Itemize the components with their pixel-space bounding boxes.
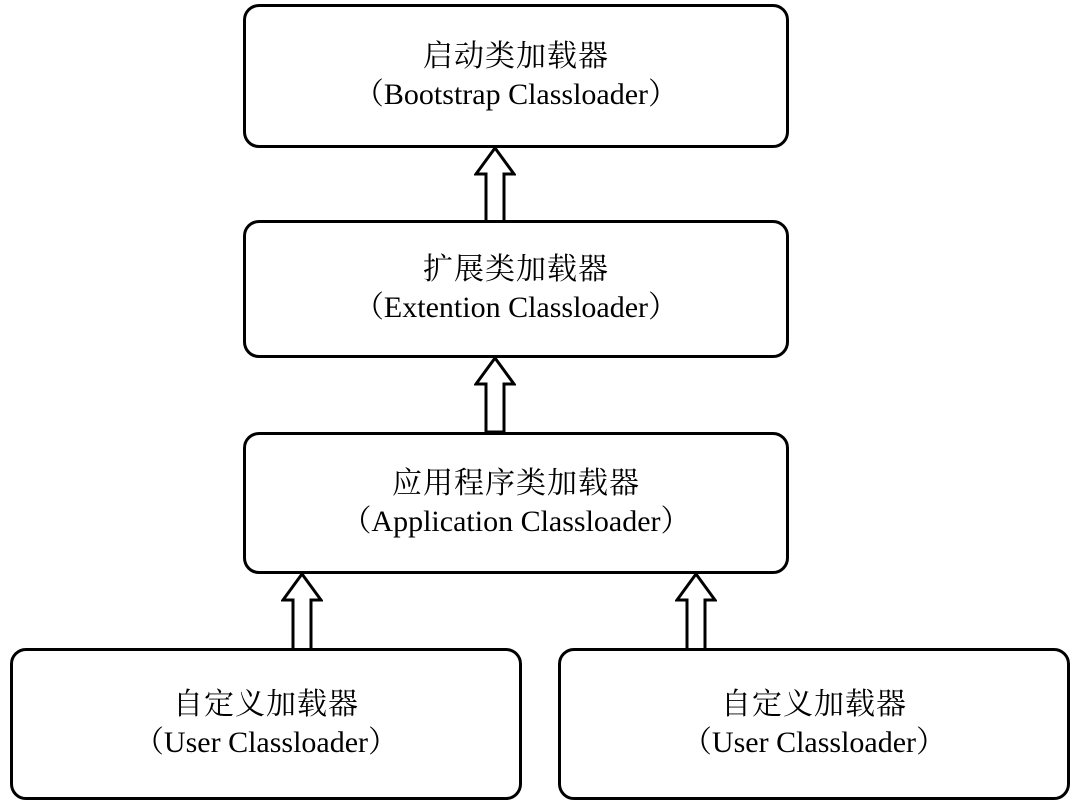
node-bootstrap-label-cn: 启动类加载器 bbox=[423, 39, 609, 73]
node-user-classloader-right bbox=[558, 648, 1070, 800]
node-application-label-en: （Application Classloader） bbox=[341, 505, 691, 538]
arrow-user-left-to-application bbox=[281, 572, 323, 652]
arrow-user-right-to-application bbox=[675, 572, 717, 652]
arrow-extension-to-bootstrap bbox=[474, 146, 516, 224]
node-user-left-label-cn: 自定义加载器 bbox=[173, 687, 359, 721]
node-bootstrap-classloader bbox=[243, 4, 789, 148]
node-extension-label-en: （Extention Classloader） bbox=[353, 291, 679, 324]
node-bootstrap-label-en: （Bootstrap Classloader） bbox=[353, 78, 679, 111]
node-user-right-label-en: （User Classloader） bbox=[681, 726, 947, 759]
node-application-label-cn: 应用程序类加载器 bbox=[392, 466, 640, 500]
node-user-right-label-cn: 自定义加载器 bbox=[721, 687, 907, 721]
arrow-application-to-extension bbox=[474, 356, 516, 434]
node-extension-classloader bbox=[243, 220, 789, 358]
node-user-left-label-en: （User Classloader） bbox=[133, 726, 399, 759]
node-extension-label-cn: 扩展类加载器 bbox=[423, 252, 609, 286]
node-user-classloader-left bbox=[10, 648, 522, 800]
node-application-classloader bbox=[243, 432, 789, 574]
